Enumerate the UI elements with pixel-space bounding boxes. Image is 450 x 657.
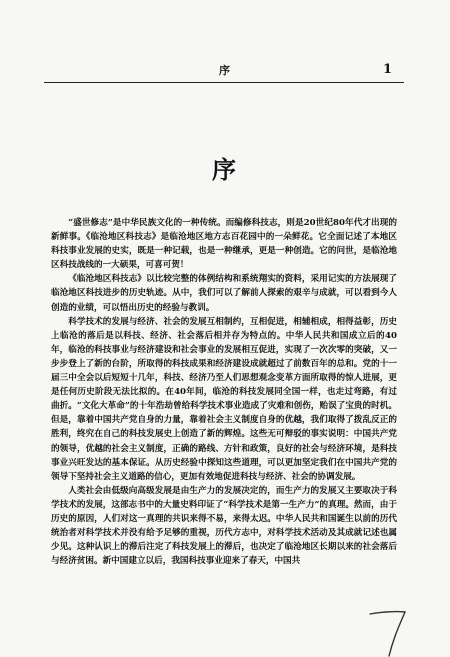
handwritten-mark [356, 600, 416, 657]
page-number: 1 [382, 62, 392, 77]
paragraph: 《临沧地区科技志》以比较完整的体例结构和系统翔实的资料，采用记实的方法展现了临沧地区科技进步的历史轨迹。从中，我们可以了解前人探索的艰辛与成就，可以看到今人创造的业绩，可以悟出历史的经验与教训。 [51, 274, 397, 313]
paragraph: 科学技术的发展与经济、社会的发展互相制约，互相促进，相辅相成，相得益彰，历史上临沧的落后是以科技、经济、社会落后相并存为特点的。中华人民共和国成立后的40年，临沧的科技事业与经济建设和社会事业的发展相互促进，实现了一次次零的突破，又一步步登上了新的台阶，所取得的科技成果和经济建设成就超过了前数百年的总和。党的十一届三中全会以后短短十几年，科技、经济乃至人们思想观念变革方面所取得的惊人进展，更是任何历史阶段无法比拟的。在40年间，临沧的科技发展同全国一样，也走过弯路，有过曲折。“文化大革命”的十年浩劫曾给科学技术事业造成了灾难和创伤，贻误了宝贵的时机。但是，靠着中国共产党自身的力量，靠着社会主义制度自身的优越，我们取得了拨乱反正的胜利，终究在自己的科技发展史上创造了新的辉煌。这些无可辩驳的事实说明：中国共产党的领导，优越的社会主义制度，正确的路线、方针和政策，良好的社会与经济环境，是科技事业兴旺发达的基本保证。从历史经验中探知这些道理，可以更加坚定我们在中国共产党的领导下坚持社会主义道路的信心，更加有效地促进科技与经济、社会的协调发展。 [51, 316, 397, 482]
running-header [46, 62, 404, 78]
header-rule [44, 82, 404, 83]
paragraph: 人类社会由低级向高级发展是由生产力的发展决定的，而生产力的发展又主要取决于科学技术的发展，这部志书中的大量史料印证了“科学技术是第一生产力”的真理。然而，由于历史的原因，人们对这一真理的共识来得不易，来得太迟。中华人民共和国诞生以前的历代统治者对科学技术并没有给予足够的重视，历代方志中，对科学技术活动及其成就记述也属少见。这种认识上的滞后注定了科技发展上的滞后，也决定了临沧地区长期以来的社会落后与经济贫困。新中国建立以后，我国科技事业迎来了春天，中国共 [51, 485, 397, 567]
running-title: 序 [219, 64, 231, 77]
paragraph: “盛世修志”是中华民族文化的一种传统。而编修科技志，则是20世纪80年代才出现的新鲜事。《临沧地区科技志》是临沧地区地方志百花园中的一朵鲜花。它全面记述了本地区科技事业发展的史实，既是一种记载，也是一种继承，更是一种创造。它的问世，是临沧地区科技战线的一大硕果，可喜可贺！ [51, 218, 397, 271]
body-text [51, 216, 397, 568]
section-title: 序 [212, 155, 238, 184]
